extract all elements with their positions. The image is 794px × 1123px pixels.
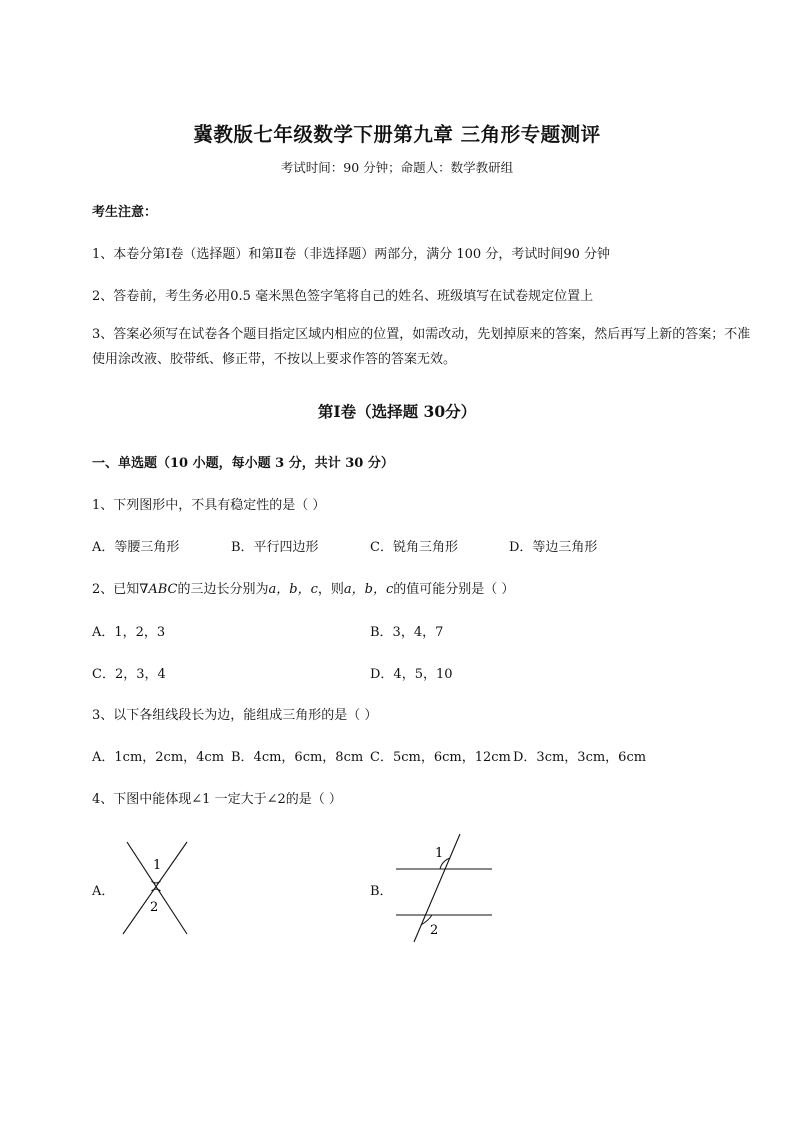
question-2-option-b: B．3，4，7 <box>370 625 444 640</box>
question-2-stem <box>92 578 514 597</box>
notice-item-3: 3、答案必须写在试卷各个题目指定区域内相应的位置，如需改动，先划掉原来的答案，然后再写上新的答案；不准使用涂改液、胶带纸、修正带，不按以上要求作答的答案无效。 <box>92 327 751 367</box>
document-title: 冀教版七年级数学下册第九章 三角形专题测评 <box>193 123 601 146</box>
question-2-stem-mid: 的三边长分别为 <box>177 582 269 597</box>
question-2-option-d: D．4，5，10 <box>370 667 453 682</box>
question-2-stem-prefix: 2、已知 <box>92 582 140 597</box>
question-3-stem: 3、以下各组线段长为边，能组成三角形的是（ ） <box>92 708 378 723</box>
figure-a-label-1: 1 <box>153 858 162 873</box>
notice-item-1: 1、本卷分第Ⅰ卷（选择题）和第Ⅱ卷（非选择题）两部分，满分 100 分，考试时间90 分钟 <box>92 247 610 262</box>
question-3-option-d: D．3cm，3cm，6cm <box>513 750 647 765</box>
question-2-stem-mid2: ，则 <box>317 582 344 597</box>
question-4-stem: 4、下图中能体现∠1 一定大于∠2的是（ ） <box>92 792 342 807</box>
question-4-option-a: A． <box>92 884 115 899</box>
document-subtitle: 考试时间：90 分钟；命题人：数学教研组 <box>280 160 514 175</box>
question-1-option-c: C．锐角三角形 <box>370 540 458 555</box>
question-1-option-d: D．等边三角形 <box>509 540 598 555</box>
question-1-stem: 1、下列图形中，不具有稳定性的是（ ） <box>92 498 326 513</box>
section-heading: 一、单选题（10 小题，每小题 3 分，共计 30 分） <box>92 456 394 471</box>
notice-item-2: 2、答卷前，考生务必用0.5 毫米黑色签字笔将自己的姓名、班级填写在试卷规定位置上 <box>92 289 594 304</box>
question-2-option-c: C．2，3，4 <box>92 667 166 682</box>
figure-a-vertical-angles <box>115 838 195 938</box>
figure-b-parallel-lines <box>392 832 496 944</box>
question-3-option-b: B．4cm，6cm，8cm <box>231 750 364 765</box>
part1-title: 第Ⅰ卷（选择题 30分） <box>317 402 477 421</box>
question-1-option-a: A．等腰三角形 <box>92 540 180 555</box>
question-3-option-c: C．5cm，6cm，12cm <box>370 750 511 765</box>
question-2-variables-2: a，b，c <box>343 582 394 597</box>
figure-a-label-2: 2 <box>150 900 159 915</box>
question-2-option-a: A．1，2，3 <box>92 625 166 640</box>
figure-b-label-2: 2 <box>430 923 439 938</box>
triangle-symbol: ∇ABC <box>139 582 178 597</box>
question-2-stem-suffix: 的值可能分别是（ ） <box>393 582 515 597</box>
notice-heading: 考生注意： <box>92 205 158 220</box>
question-1-option-b: B．平行四边形 <box>231 540 319 555</box>
question-2-variables: a，b，c <box>268 582 318 597</box>
question-4-option-b: B． <box>370 884 393 899</box>
figure-b-label-1: 1 <box>435 846 444 861</box>
question-3-option-a: A．1cm，2cm，4cm <box>92 750 225 765</box>
